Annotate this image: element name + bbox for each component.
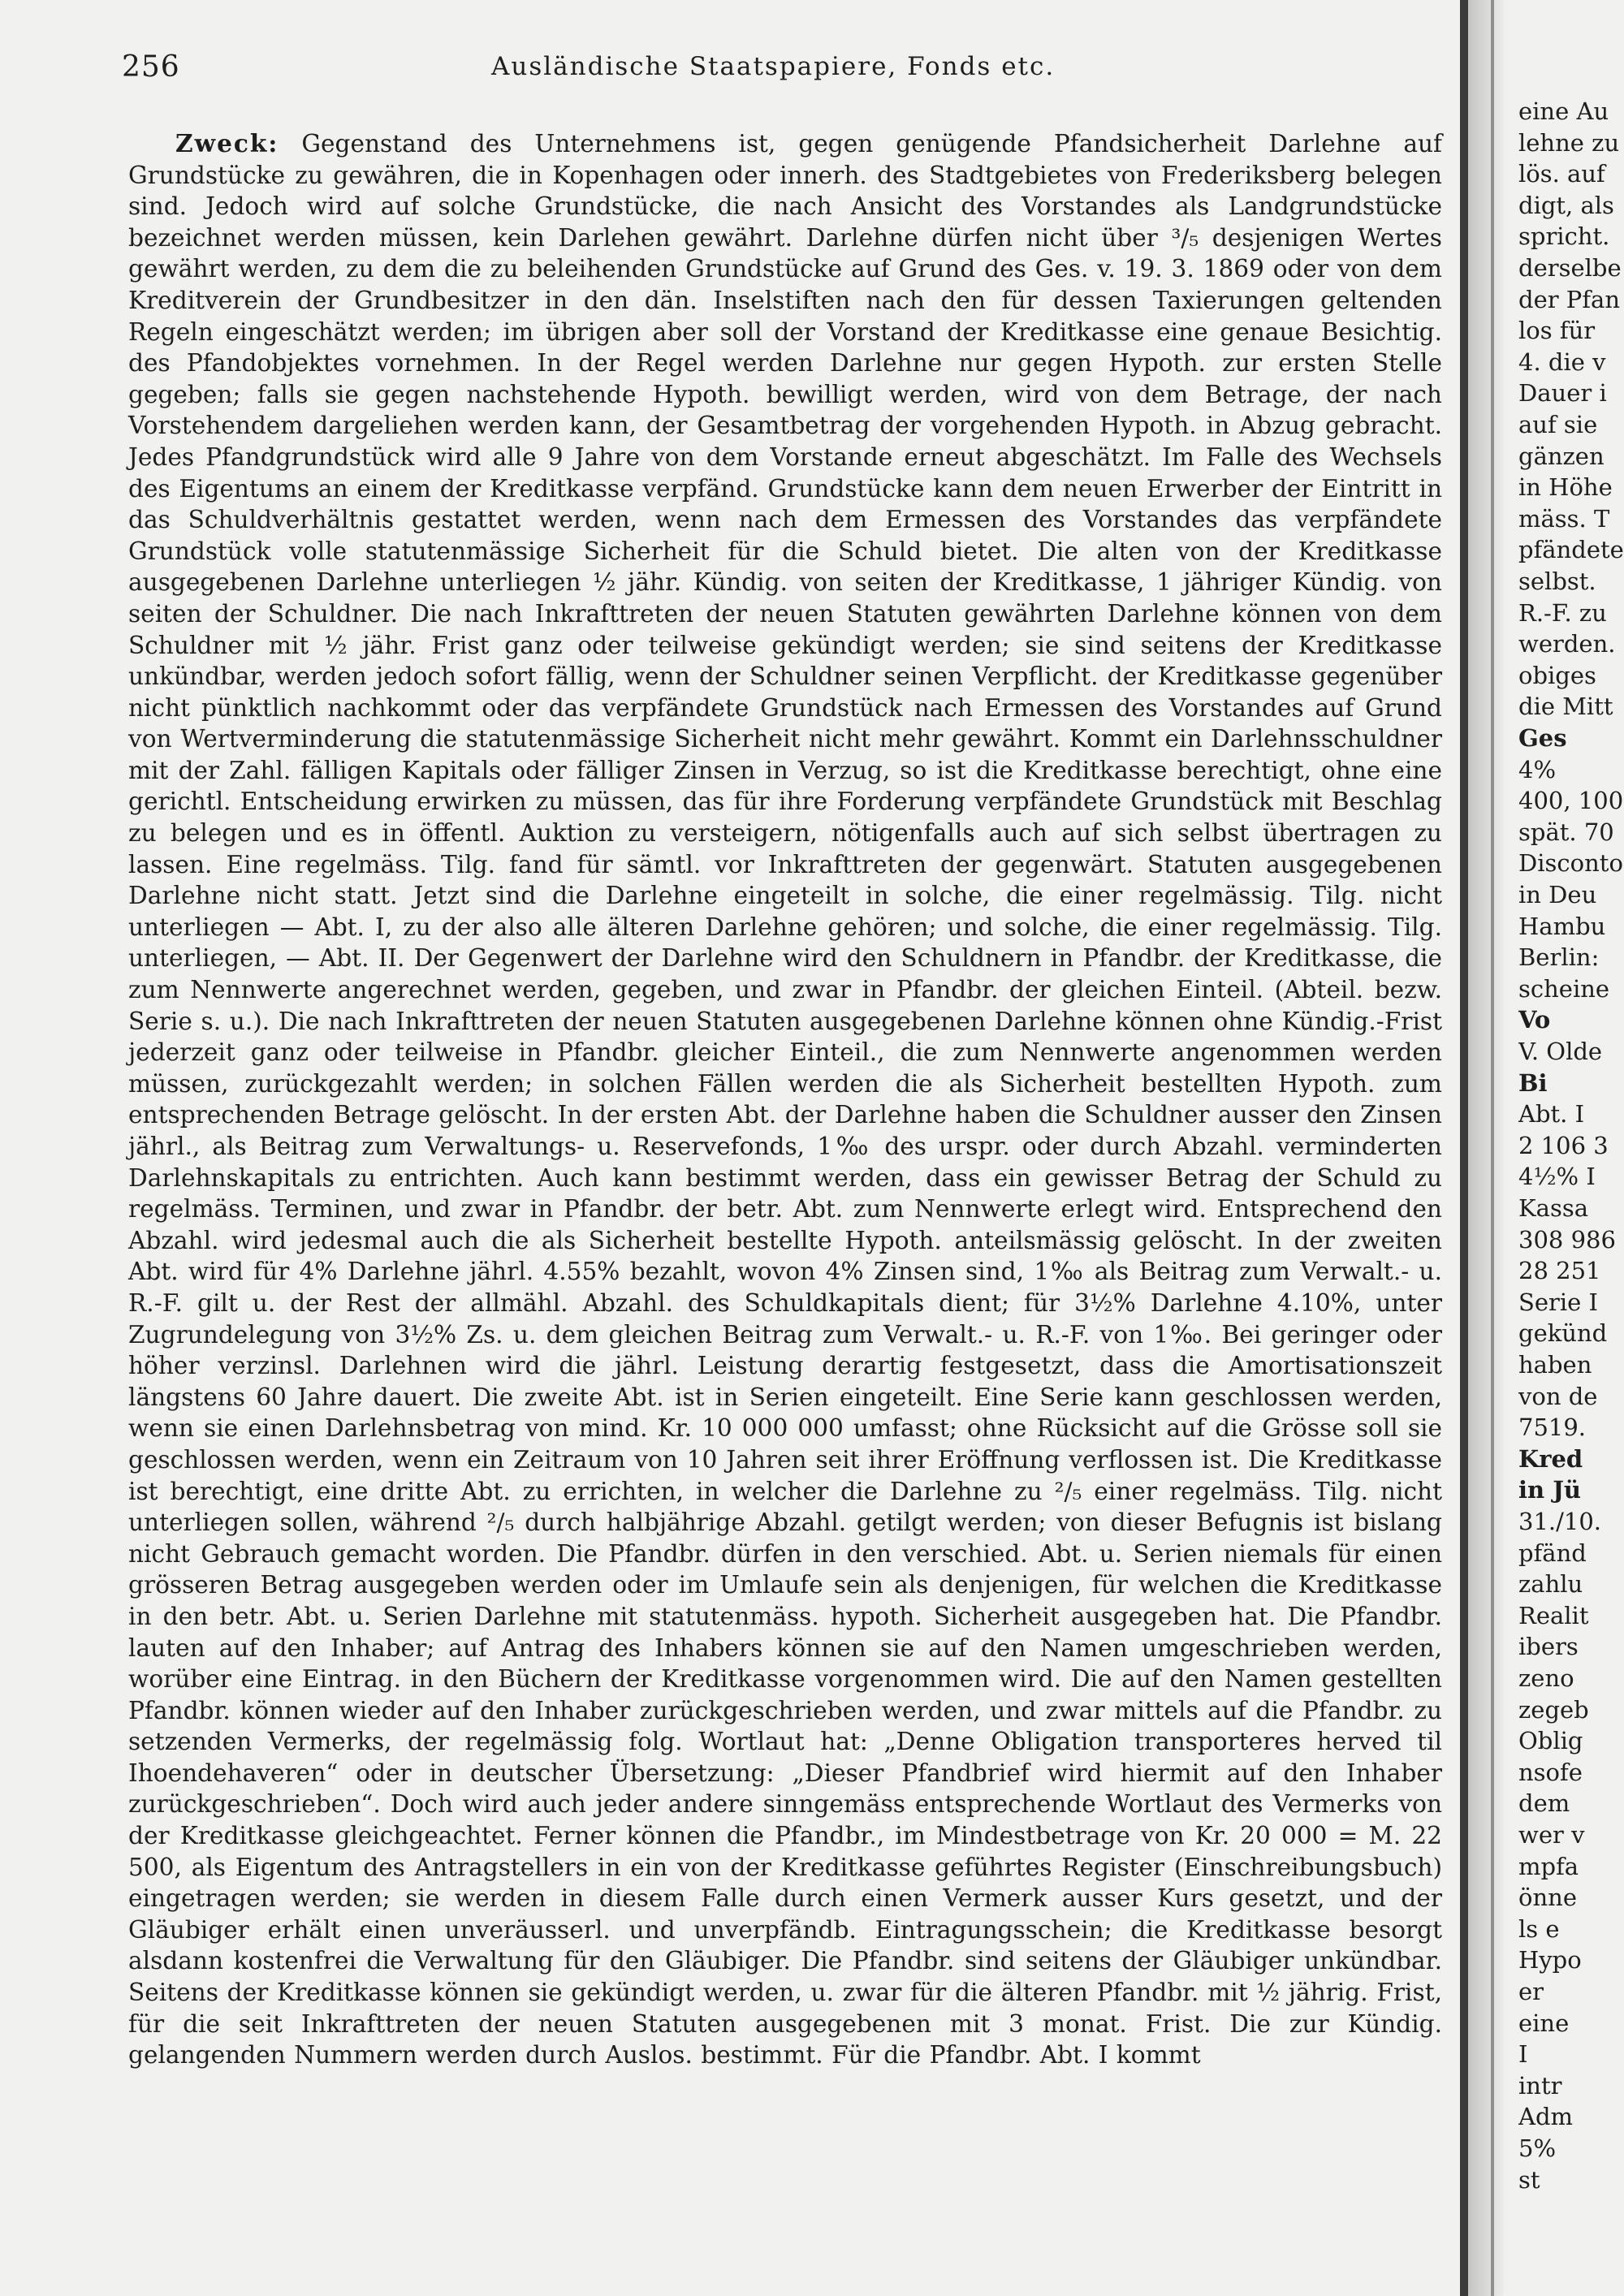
gutter-divider (1460, 0, 1468, 2296)
adjacent-page-line: I (1518, 2040, 1528, 2069)
adjacent-page-line: er (1518, 1978, 1544, 2005)
adjacent-page-line: lös. auf (1518, 160, 1605, 188)
adjacent-page-line: mäss. T (1518, 504, 1610, 533)
adjacent-page-line: von de (1518, 1382, 1598, 1410)
article-body: Gegenstand des Unternehmens ist, gegen genügende Pfandsicherheit Darlehne auf Grundstücke zu gewähren, die in Kopenhagen oder innerh. des Stadtgebietes von Frederiksberg belegen sind. Jedoch wird auf solche Grundstücke, die nach Ansicht des Vorstandes als Landgrundstücke bezeichnet werden müssen, kein Darlehen gewährt. Darlehne dürfen nicht über ³/₅ desjenigen Wertes gewährt werden, zu dem die zu beleihenden Grundstücke auf Grund des Ges. v. 19. 3. 1869 oder von dem Kreditverein der Grundbesitzer in den dän. Inselstiften nach den für dessen Taxierungen geltenden Regeln eingeschätzt werden; im übrigen aber soll der Vorstand der Kreditkasse eine genaue Besichtig. des Pfandobjektes vornehmen. In der Regel werden Darlehne nur gegen Hypoth. zur ersten Stelle gegeben; falls sie gegen nachstehende Hypoth. bewilligt werden, wird von dem Betrage, der nach Vorstehendem dargeliehen werden kann, der Gesamtbetrag der vorgehenden Hypoth. in Abzug gebracht. Jedes Pfandgrundstück wird alle 9 Jahre von dem Vorstande erneut abgeschätzt. Im Falle des Wechsels des Eigentums an einem der Kreditkasse verpfänd. Grundstücke kann dem neuen Erwerber der Eintritt in das Schuldverhältnis gestattet werden, wenn nach dem Ermessen des Vorstandes das verpfändete Grundstück volle statutenmässige Sicherheit für die Schuld bietet. Die alten von der Kreditkasse ausgegebenen Darlehne unterliegen ½ jähr. Kündig. von seiten der Kreditkasse, 1 jähriger Kündig. von seiten der Schuldner. Die nach Inkrafttreten der neuen Statuten gewährten Darlehne können von dem Schuldner mit ½ jähr. Frist ganz oder teilweise gekündigt werden; sie sind seitens der Kreditkasse unkündbar, werden jedoch sofort fällig, wenn der Schuldner seinen Verpflicht. der Kreditkasse gegenüber nicht pünktlich nachkommt oder das verpfändete Grundstück nach Ermessen des Vorstandes auf Grund von Wertverminderung die statutenmässige Sicherheit nicht mehr gewährt. Kommt ein Darlehnsschuldner mit der Zahl. fälligen Kapitals oder fälliger Zinsen in Verzug, so ist die Kreditkasse berechtigt, ohne eine gerichtl. Entscheidung erwirken zu müssen, das für ihre Forderung verpfändete Grundstück mit Beschlag zu belegen und es in öffentl. Auktion zu versteigern, nötigenfalls auch auf sich selbst übertragen zu lassen. Eine regelmäss. Tilg. fand für sämtl. vor Inkrafttreten der gegenwärt. Statuten ausgegebenen Darlehne nicht statt. Jetzt sind die Darlehne eingeteilt in solche, die einer regelmässig. Tilg. nicht unterliegen — Abt. I, zu der also alle älteren Darlehne gehören; und solche, die einer regelmässig. Tilg. unterliegen, — Abt. II. Der Gegenwert der Darlehne wird den Schuldnern in Pfandbr. der Kreditkasse, die zum Nennwerte angerechnet werden, gegeben, und zwar in Pfandbr. der gleichen Einteil. (Abteil. bezw. Serie s. u.). Die nach Inkrafttreten der neuen Statuten ausgegebenen Darlehne können ohne Kündig.-Frist jederzeit ganz oder teilweise in Pfandbr. gleicher Einteil., die zum Nennwerte angenommen werden müssen, zurückgezahlt werden; in solchen Fällen werden die als Sicherheit bestellten Hypoth. zum entsprechenden Betrage gelöscht. In der ersten Abt. der Darlehne haben die Schuldner ausser den Zinsen jährl., als Beitrag zum Verwaltungs- u. Reservefonds, 1‰ des urspr. oder durch Abzahl. verminderten Darlehnskapitals zu entrichten. Auch kann bestimmt werden, dass ein gewisser Betrag der Schuld zu regelmäss. Terminen, und zwar in Pfandbr. der betr. Abt. zum Nennwerte erlegt wird. Entsprechend den Abzahl. wird jedesmal auch die als Sicherheit bestellte Hypoth. anteilsmässig gelöscht. In der zweiten Abt. wird für 4% Darlehne jährl. 4.55% bezahlt, wovon 4% Zinsen sind, 1‰ als Beitrag zum Verwalt.- u. R.-F. gilt u. der Rest der allmähl. Abzahl. des Schuldkapitals dient; für 3½% Darlehne 4.10%, unter Zugrundelegung von 3½% Zs. u. dem gleichen Beitrag zum Verwalt.- u. R.-F. von 1‰. Bei geringer oder höher verzinsl. Darlehnen wird die jährl. Leistung derartig festgesetzt, dass die Amortisationszeit längstens 60 Jahre dauert. Die zweite Abt. ist in Serien eingeteilt. Eine Serie kann geschlossen werden, wenn sie einen Darlehnsbetrag von mind. Kr. 10 000 000 umfasst; ohne Rücksicht auf die Grösse soll sie geschlossen werden, wenn ein Zeitraum von 10 Jahren seit ihrer Eröffnung verflossen ist. Die Kreditkasse ist berechtigt, eine dritte Abt. zu errichten, in welcher die Darlehne zu ²/₅ einer regelmäss. Tilg. nicht unterliegen sollen, während ²/₅ durch halbjährige Abzahl. getilgt werden; von dieser Befugnis ist bislang nicht Gebrauch gemacht worden. Die Pfandbr. dürfen in den verschied. Abt. u. Serien niemals für einen grösseren Betrag ausgegeben werden oder im Umlaufe sein als denjenigen, für welchen die Kreditkasse in den betr. Abt. u. Serien Darlehne mit statutenmäss. hypoth. Sicherheit ausgegeben hat. Die Pfandbr. lauten auf den Inhaber; auf Antrag des Inhabers können sie auf den Namen umgeschrieben werden, worüber eine Eintrag. in den Büchern der Kreditkasse vorgenommen wird. Die auf den Namen gestellten Pfandbr. können wieder auf den Inhaber zurückgeschrieben werden, und zwar mittels auf die Pfandbr. zu setzenden Vermerks, der regelmässig folg. Wortlaut hat: „Denne Obligation transporteres herved til Ihoendehaveren“ oder in deutscher Übersetzung: „Dieser Pfandbrief wird hiermit auf den Inhaber zurückgeschrieben“. Doch wird auch jeder andere sinngemäss entsprechende Wortlaut des Vermerks von der Kreditkasse gleichgeachtet. Ferner können die Pfandbr., im Mindestbetrage von Kr. 20 000 = M. 22 500, als Eigentum des Antragstellers in ein von der Kreditkasse geführtes Register (Einschreibungsbuch) eingetragen werden; sie werden in diesem Falle durch einen Vermerk ausser Kurs gesetzt, und der Gläubiger erhält einen unveräusserl. und unverpfändb. Eintragungsschein; die Kreditkasse besorgt alsdann kostenfrei die Verwaltung für den Gläubiger. Die Pfandbr. sind seitens der Gläubiger unkündbar. Seitens der Kreditkasse können sie gekündigt werden, u. zwar für die älteren Pfandbr. mit ½ jährig. Frist, für die seit Inkrafttreten der neuen Statuten ausgegebenen mit 3 monat. Frist. Die zur Kündig. gelangenden Nummern werden durch Auslos. bestimmt. Für die Pfandbr. Abt. I kommt (128, 130, 1442, 2069)
running-head (122, 50, 1445, 91)
book-fold-shadow (1468, 0, 1504, 2296)
adjacent-page-line: Oblig (1518, 1727, 1583, 1755)
page-number: 256 (122, 50, 180, 84)
adjacent-page-line: Hypo (1518, 1946, 1582, 1974)
adjacent-page-line: auf sie (1518, 411, 1598, 438)
adjacent-page-line: der Pfan (1518, 285, 1621, 313)
adjacent-page-line: 400, 100 (1518, 787, 1624, 815)
adjacent-page-line: obiges (1518, 661, 1596, 689)
section-lead-word: Zweck: (175, 129, 279, 158)
book-fold-line (1491, 0, 1494, 2296)
adjacent-page-line: Bi (1518, 1068, 1548, 1097)
adjacent-page-line: derselbe (1518, 254, 1622, 282)
adjacent-page-line: ls e (1518, 1914, 1560, 1943)
adjacent-page-line: Disconto (1518, 849, 1623, 878)
adjacent-page-line: los für (1518, 317, 1596, 345)
adjacent-page-line: Kred (1518, 1444, 1583, 1473)
adjacent-page-line: wer v (1518, 1821, 1585, 1849)
adjacent-page-line: dem (1518, 1789, 1570, 1818)
adjacent-page-line: Serie I (1518, 1288, 1599, 1316)
adjacent-page-line: Dauer i (1518, 379, 1607, 408)
adjacent-page-line: pfändete (1518, 536, 1624, 564)
adjacent-page-line: V. Olde (1518, 1038, 1603, 1065)
adjacent-page-line: 31./10. (1518, 1508, 1602, 1535)
adjacent-page-line: 4½% I (1518, 1163, 1596, 1191)
adjacent-page-line: zeno (1518, 1664, 1574, 1692)
adjacent-page-line: haben (1518, 1351, 1592, 1379)
adjacent-page-line: scheine (1518, 974, 1610, 1003)
adjacent-page-fragment (1518, 97, 1624, 2290)
article-paragraph (128, 128, 1442, 2071)
adjacent-page-line: digt, als (1518, 191, 1614, 219)
adjacent-page-line: 308 986 (1518, 1225, 1616, 1254)
adjacent-page-line: Kassa (1518, 1194, 1589, 1222)
adjacent-page-line: gänzen (1518, 442, 1605, 470)
adjacent-page-line: R.-F. zu (1518, 598, 1607, 627)
adjacent-page-line: zegeb (1518, 1695, 1589, 1724)
adjacent-page-line: mpfa (1518, 1852, 1579, 1880)
adjacent-page-line: Vo (1518, 1006, 1551, 1034)
adjacent-page-line: spricht. (1518, 222, 1610, 251)
adjacent-page-line: eine Au (1518, 97, 1609, 125)
article-column (128, 128, 1442, 2071)
adjacent-page-line: Realit (1518, 1601, 1589, 1629)
adjacent-page-line: 4% (1518, 755, 1557, 783)
adjacent-page-line: in Jü (1518, 1476, 1582, 1504)
adjacent-page-line: 7519. (1518, 1413, 1587, 1442)
adjacent-page-line: nsofe (1518, 1758, 1583, 1786)
adjacent-page-line: gekünd (1518, 1319, 1608, 1348)
adjacent-page-line: die Mitt (1518, 693, 1613, 721)
adjacent-page-line: 28 251 (1518, 1257, 1601, 1285)
adjacent-page-line: st (1518, 2165, 1540, 2194)
adjacent-page-line: 5% (1518, 2134, 1557, 2162)
adjacent-page-line: Berlin: (1518, 943, 1600, 972)
adjacent-page-line: selbst. (1518, 568, 1596, 595)
adjacent-page-line: lehne zu (1518, 128, 1620, 157)
adjacent-page-line: Adm (1518, 2103, 1574, 2131)
adjacent-page-line: intr (1518, 2071, 1562, 2100)
adjacent-page-line: eine (1518, 2009, 1570, 2037)
page-title: Ausländische Staatspapiere, Fonds etc. (491, 52, 1056, 81)
adjacent-page-line: pfänd (1518, 1539, 1587, 1567)
adjacent-page-line: Abt. I (1518, 1100, 1585, 1129)
adjacent-page-line: 4. die v (1518, 347, 1606, 376)
adjacent-page-line: 2 106 3 (1518, 1131, 1609, 1159)
adjacent-page-line: in Deu (1518, 881, 1597, 908)
adjacent-page-line: zahlu (1518, 1570, 1583, 1599)
adjacent-page-line: Hambu (1518, 912, 1606, 940)
adjacent-page-line: in Höhe (1518, 473, 1613, 502)
adjacent-page-line: werden. (1518, 630, 1616, 658)
adjacent-page-line: Ges (1518, 724, 1567, 752)
adjacent-page-line: ibers (1518, 1633, 1579, 1661)
adjacent-page-line: önne (1518, 1884, 1577, 1912)
adjacent-page-line: spät. 70 (1518, 818, 1614, 846)
